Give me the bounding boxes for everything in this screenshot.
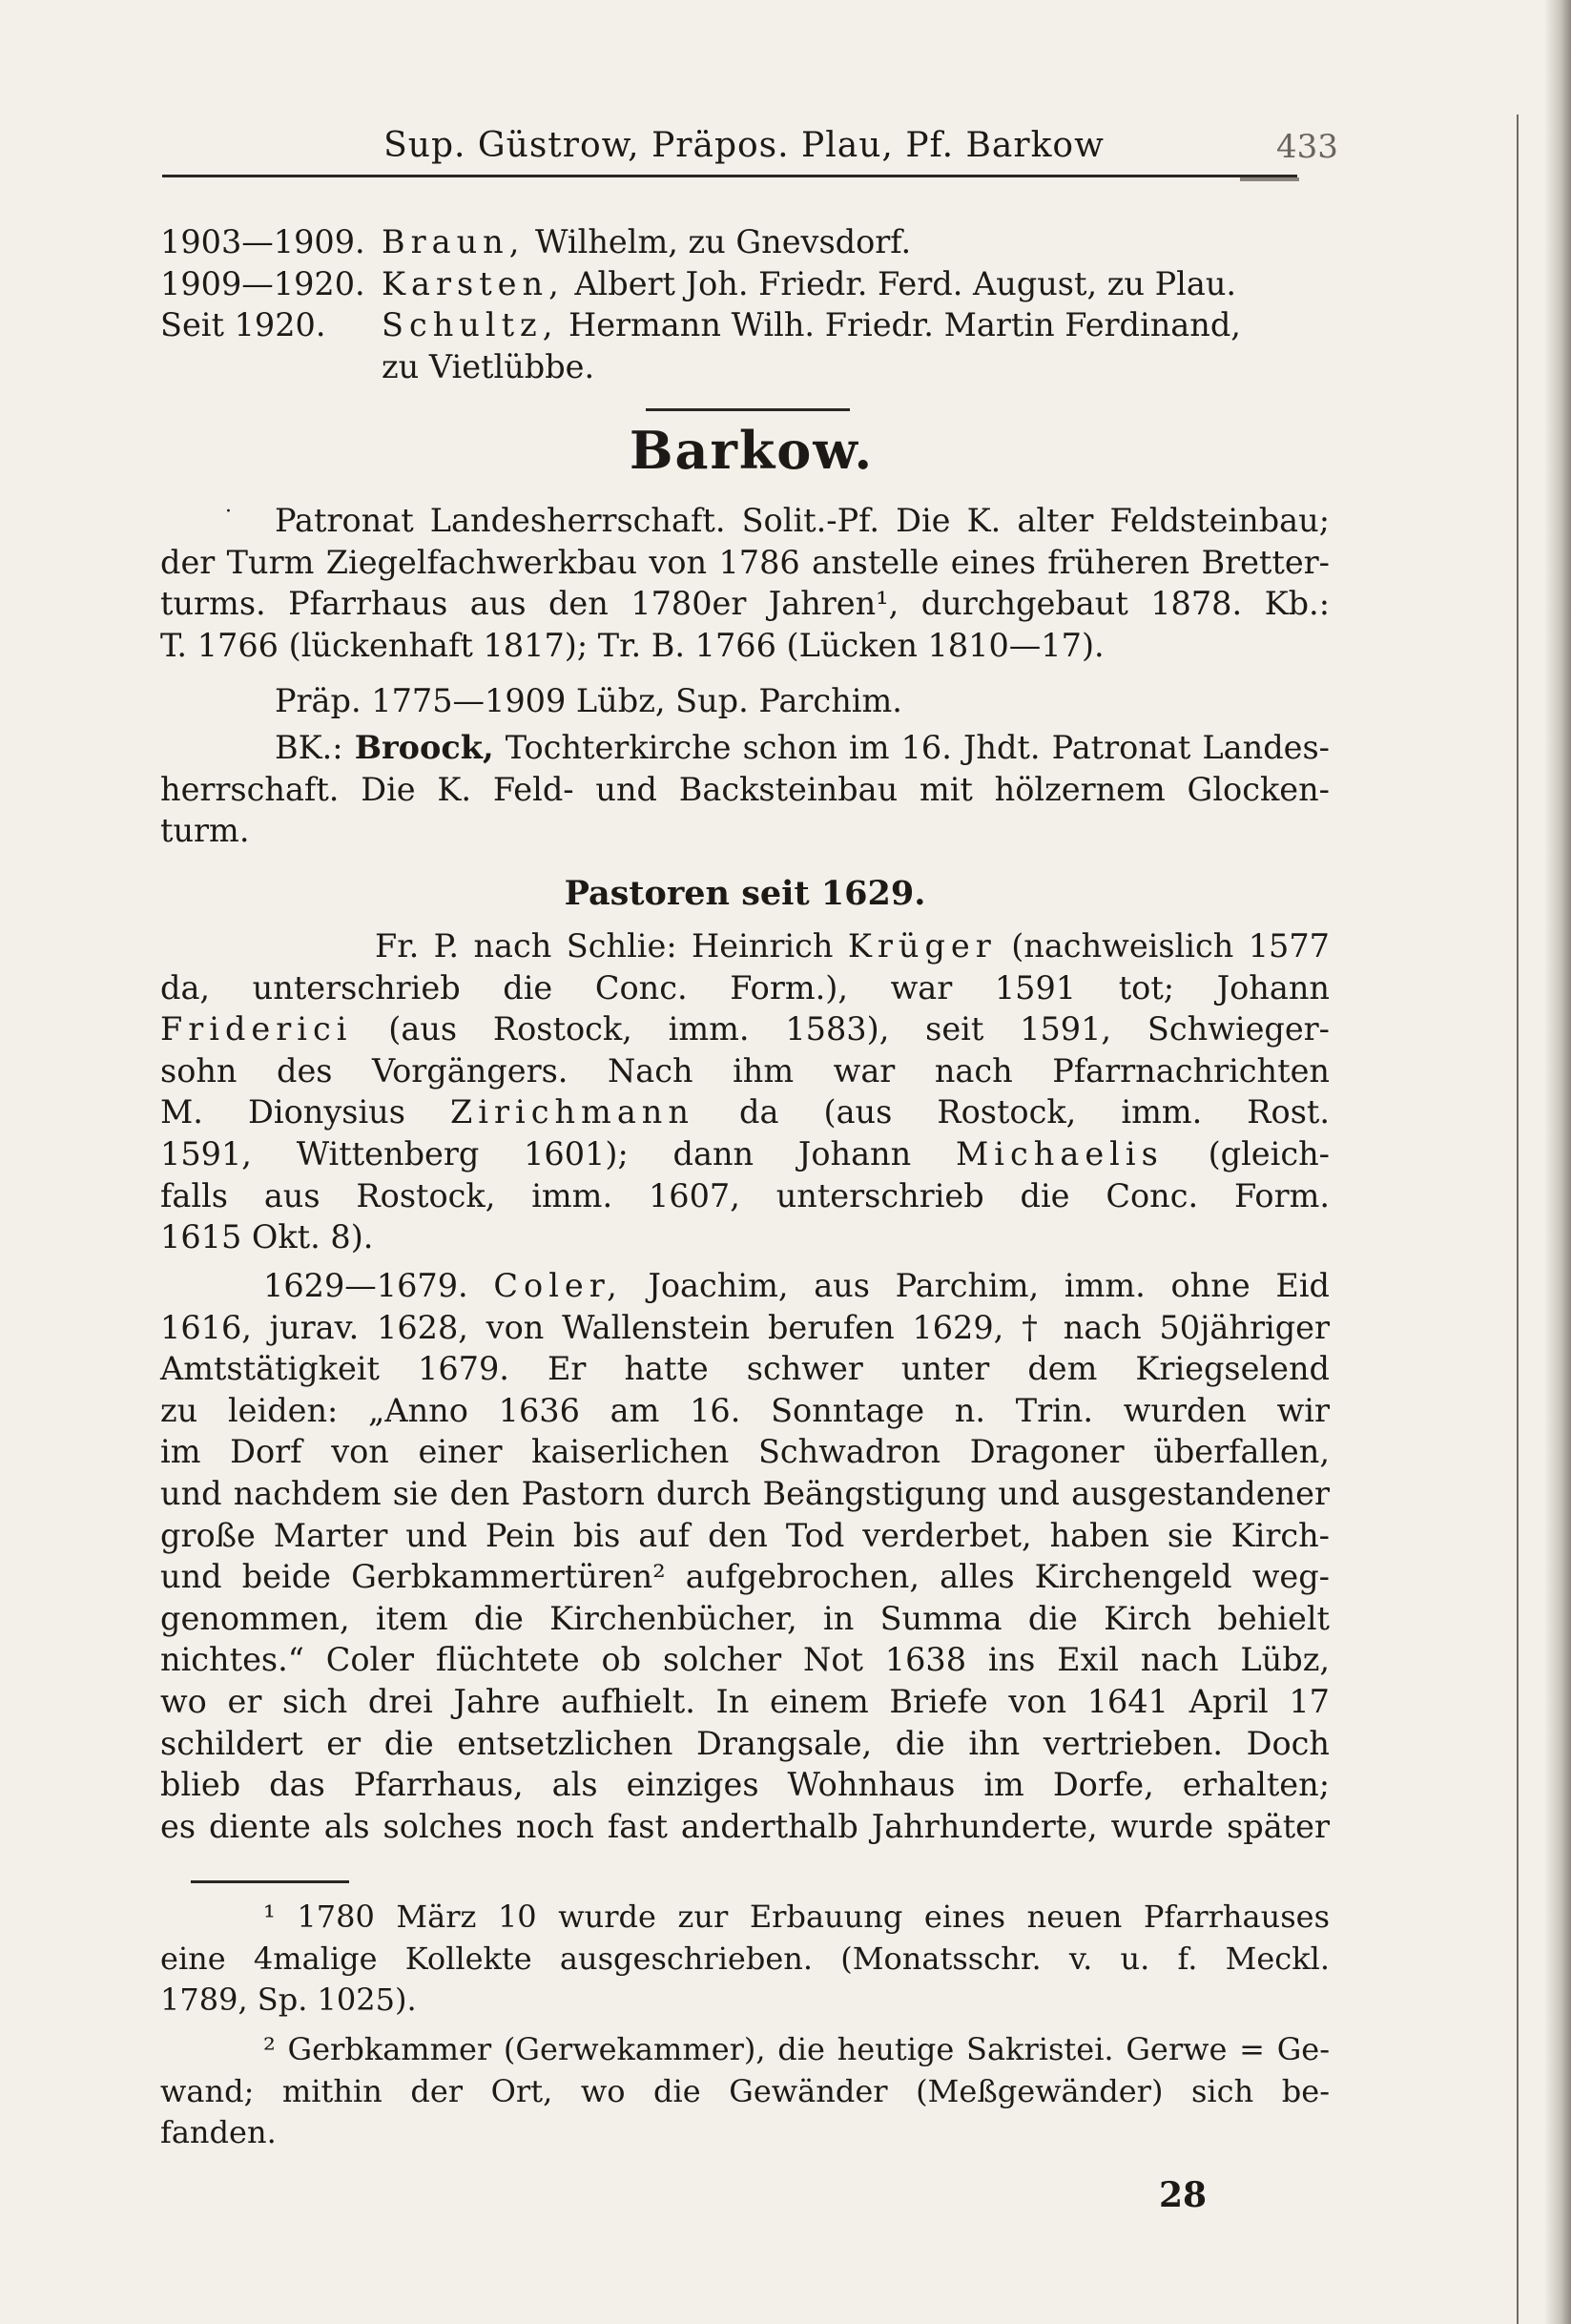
- footnote-line: 1789, Sp. 1025).: [160, 1982, 417, 2019]
- text-segment: 1615 Okt. 8).: [160, 1218, 374, 1256]
- prior-pastor-list: [160, 221, 1330, 387]
- vk-paragraph: [160, 727, 1330, 852]
- entry-years: 1903—1909.: [160, 223, 365, 260]
- footnote-line: fanden.: [160, 2114, 277, 2151]
- text-line: T. 1766 (lückenhaft 1817); Tr. B. 1766 (Lücken 1810—17).: [160, 626, 1105, 664]
- footnote-line: eine 4malige Kollekte ausgeschrieben. (Monatsschr. v. u. f. Meckl.: [160, 1940, 1330, 1977]
- footnote-line: ¹ 1780 März 10 wurde zur Erbauung eines neuen Pfarrhauses: [263, 1899, 1330, 1935]
- footnote-2: [160, 2029, 1330, 2154]
- coler-details: Joachim, aus Parchim, imm. ohne Eid: [622, 1267, 1330, 1304]
- entry-years: 1909—1920.: [160, 264, 365, 302]
- text-line: [160, 1008, 1330, 1050]
- text-line: [160, 1133, 1330, 1175]
- coler-lines: [160, 1307, 1330, 1848]
- footnote-line: wand; mithin der Ort, wo die Gewänder (Meßgewänder) sich be-: [160, 2072, 1330, 2109]
- prior-pastor-entry: [160, 263, 1330, 305]
- entry-details: Wilhelm, zu Gnevsdorf.: [525, 223, 912, 260]
- text-segment: Fr. P. nach Schlie: Heinrich: [375, 927, 848, 965]
- text-segment: da (aus Rostock, imm. Rost.: [693, 1093, 1331, 1131]
- text-line: schildert er die entsetzlichen Drangsale, die ihn vertrieben. Doch: [160, 1724, 1330, 1762]
- text-line: turm.: [160, 812, 250, 850]
- entry-details: Hermann Wilh. Friedr. Martin Ferdinand,: [558, 306, 1241, 344]
- header-rule: [162, 175, 1297, 177]
- pastor-name: Zirichmann: [450, 1093, 694, 1131]
- footnote-line: ² Gerbkammer (Gerwekammer), die heutige Sakristei. Gerwe = Ge-: [263, 2031, 1330, 2067]
- patronat-paragraph: [160, 500, 1330, 666]
- text-line: wo er sich drei Jahre aufhielt. In einem Briefe von 1641 April 17: [160, 1682, 1330, 1720]
- text-line: [160, 1265, 1330, 1307]
- text-line: Amtstätigkeit 1679. Er hatte schwer unter dem Kriegselend: [160, 1350, 1330, 1388]
- section-title: Barkow.: [629, 420, 875, 481]
- text-line: [160, 925, 1330, 967]
- entry-name: Karsten,: [382, 264, 565, 302]
- early-pastors-paragraph: [160, 925, 1330, 1258]
- entry-name: Schultz,: [382, 306, 559, 344]
- section-divider: [646, 408, 850, 411]
- page-edge-shadow: [1544, 0, 1571, 2324]
- text-segment: sohn des Vorgängers. Nach ihm war nach Pfarrnachrichten: [160, 1051, 1330, 1089]
- text-line: [160, 727, 1330, 769]
- pastor-name: Michaelis: [956, 1134, 1164, 1172]
- margin-dot: ·: [225, 500, 232, 524]
- text-line: 1616, jurav. 1628, von Wallenstein berufen 1629, † nach 50jähriger: [160, 1308, 1330, 1346]
- vk-place: Broock,: [354, 729, 494, 766]
- text-line: [160, 1091, 1330, 1133]
- pastor-name: Krüger: [847, 927, 997, 965]
- entry-name: Braun,: [382, 223, 526, 260]
- text-line: der Turm Ziegelfachwerkbau von 1786 anstelle eines früheren Bretter-: [160, 543, 1330, 581]
- text-segment: (gleich-: [1163, 1134, 1331, 1172]
- text-line: Patronat Landesherrschaft. Solit.-Pf. Die K. alter Feldsteinbau;: [275, 502, 1330, 539]
- signature-mark: 28: [1159, 2175, 1208, 2215]
- header-rule-tail: [1240, 177, 1299, 181]
- text-line: [160, 1175, 1330, 1217]
- prior-pastor-entry: [160, 221, 1330, 263]
- text-line: und nachdem sie den Pastorn durch Beängstigung und ausgestandener: [160, 1474, 1330, 1512]
- coler-years: 1629—1679.: [263, 1267, 494, 1304]
- pastor-name: Friderici: [160, 1010, 353, 1048]
- text-line: [160, 1216, 1330, 1258]
- text-line: und beide Gerbkammertüren² aufgebrochen, alles Kirchengeld weg-: [160, 1558, 1330, 1596]
- text-segment: 1591, Wittenberg 1601); dann Johann: [160, 1134, 956, 1172]
- praepositur-line: [160, 680, 1330, 722]
- text-line: herrschaft. Die K. Feld- und Backsteinbau mit hölzernem Glocken-: [160, 770, 1330, 808]
- text-line: Präp. 1775—1909 Lübz, Sup. Parchim.: [275, 682, 902, 719]
- prior-pastor-continuation: zu Vietlübbe.: [382, 347, 595, 385]
- coler-paragraph: [160, 1265, 1330, 1847]
- text-segment: M. Dionysius: [160, 1093, 450, 1131]
- text-segment: (nachweislich 1577: [996, 927, 1330, 965]
- entry-details: Albert Joh. Friedr. Ferd. August, zu Plau.: [564, 264, 1237, 302]
- running-head: Sup. Güstrow, Präpos. Plau, Pf. Barkow: [383, 126, 1105, 165]
- text-line: turms. Pfarrhaus aus den 1780er Jahren¹, durchgebaut 1878. Kb.:: [160, 585, 1330, 623]
- vk-label: BK.:: [275, 729, 343, 766]
- text-line: genommen, item die Kirchenbücher, in Summa die Kirch behielt: [160, 1599, 1330, 1637]
- prior-pastor-entry: [160, 304, 1330, 346]
- page-edge-line: [1517, 114, 1519, 2324]
- text-line: es diente als solches noch fast anderthalb Jahrhunderte, wurde später: [160, 1807, 1330, 1845]
- text-line: im Dorf von einer kaiserlichen Schwadron Dragoner überfallen,: [160, 1433, 1330, 1471]
- text-segment: (aus Rostock, imm. 1583), seit 1591, Schwieger-: [352, 1010, 1330, 1048]
- text-line: zu leiden: „Anno 1636 am 16. Sonntage n. Trin. wurden wir: [160, 1391, 1330, 1429]
- text-line: blieb das Pfarrhaus, als einziges Wohnhaus im Dorfe, erhalten;: [160, 1766, 1330, 1804]
- text-segment: da, unterschrieb die Conc. Form.), war 1591 tot; Johann: [160, 968, 1330, 1006]
- folio-number: 433: [1276, 128, 1338, 166]
- coler-name: Coler,: [493, 1267, 623, 1304]
- entry-years: Seit 1920.: [160, 306, 326, 344]
- footnote-1: [160, 1897, 1330, 2022]
- text-line: [160, 1050, 1330, 1092]
- text-line: große Marter und Pein bis auf den Tod verderbet, haben sie Kirch-: [160, 1516, 1330, 1554]
- text-segment: falls aus Rostock, imm. 1607, unterschrieb die Conc. Form.: [160, 1176, 1330, 1214]
- text-line: nichtes.“ Coler flüchtete ob solcher Not 1638 ins Exil nach Lübz,: [160, 1641, 1330, 1679]
- text-line: [160, 967, 1330, 1009]
- vk-text: Tochterkirche schon im 16. Jhdt. Patronat Landes-: [493, 729, 1331, 766]
- early-pastors-lines: [160, 925, 1330, 1258]
- pastors-heading: Pastoren seit 1629.: [564, 874, 926, 913]
- footnote-rule: [191, 1880, 349, 1883]
